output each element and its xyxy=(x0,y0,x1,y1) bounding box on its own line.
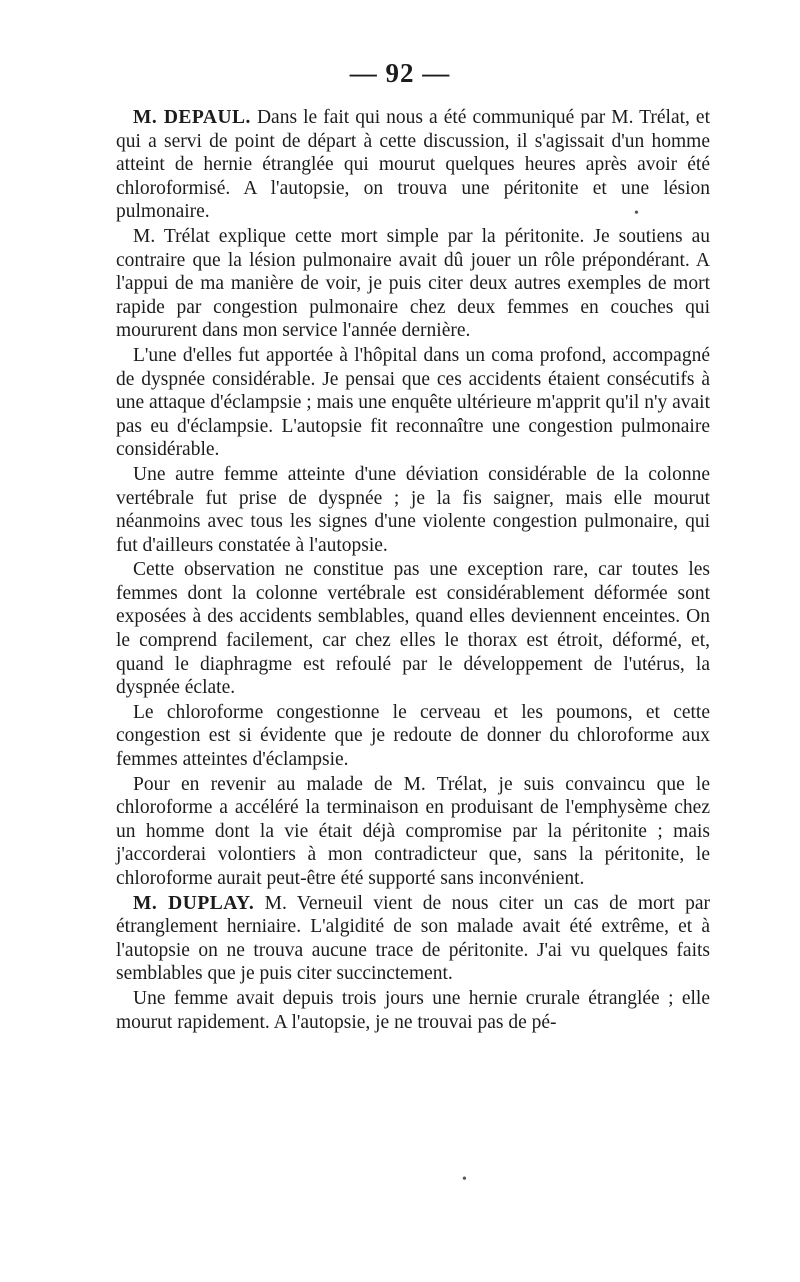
paragraph xyxy=(116,558,710,700)
paragraph xyxy=(116,701,710,772)
speaker-name: M. DEPAUL. xyxy=(133,107,251,128)
paragraph-text: Dans le fait qui nous a été communiqué par M. Trélat, et qui a servi de point de départ à cette discussion, il s'agissait d'un homme atteint de hernie étranglée qui mourut quelques heures après avoir été chloroformisé. A l'autopsie, on trouva une péritonite et une lésion pulmonaire. xyxy=(116,107,710,223)
paragraph-text: Cette observation ne constitue pas une exception rare, car toutes les femmes dont la colonne vertébrale est considérablement déformée sont exposées à des accidents semblables, quand elles deviennent enceintes. On le comprend facilement, car chez elles le thorax est étroit, déformé, et, quand le diaphragme est refoulé par le développement de l'utérus, la dyspnée éclate. xyxy=(116,559,710,699)
paragraph xyxy=(116,106,710,224)
paragraph-text: L'une d'elles fut apportée à l'hôpital dans un coma profond, accompagné de dyspnée considérable. Je pensai que ces accidents étaient consécutifs à une attaque d'éclampsie ; mais une enquête ultérieure m'apprit qu'il n'y avait pas eu d'éclampsie. L'autopsie fit reconnaître une congestion pulmonaire considérable. xyxy=(116,344,710,461)
paragraph-text: Une autre femme atteinte d'une déviation considérable de la colonne vertébrale fut prise de dyspnée ; je la fis saigner, mais elle mourut néanmoins avec tous les signes d'une violente congestion pulmonaire, qui fut d'ailleurs constatée à l'autopsie. xyxy=(116,463,710,556)
paragraph-text: Pour en revenir au malade de M. Trélat, je suis convaincu que le chloroforme a accéléré la terminaison en produisant de l'emphysème chez un homme dont la vie était déjà compromise par la péritonite ; mais j'accorderai volontiers à mon contradicteur que, sans la péritonite, le chloroforme aurait peut-être été supporté sans inconvénient. xyxy=(116,773,710,889)
paragraph xyxy=(116,892,710,986)
paragraph xyxy=(116,773,710,891)
page-number: — 92 — xyxy=(349,58,451,88)
print-speck: • xyxy=(634,206,639,221)
paragraph xyxy=(116,463,710,557)
paragraph-text: M. Verneuil vient de nous citer un cas de mort par étranglement herniaire. L'algidité de son malade avait été extrême, et à l'autopsie on ne trouva aucune trace de péritonite. J'ai vu quelques faits semblables que je puis citer succinctement. xyxy=(116,892,711,985)
paragraph xyxy=(116,225,710,343)
paragraph-text: Le chloroforme congestionne le cerveau et les poumons, et cette congestion est si évidente que je redoute de donner du chloroforme aux femmes atteintes d'éclampsie. xyxy=(116,701,710,771)
paragraph-text: Une femme avait depuis trois jours une hernie crurale étranglée ; elle mourut rapidement. A l'autopsie, je ne trouvai pas de pé- xyxy=(116,987,710,1033)
paragraph-text: M. Trélat explique cette mort simple par la péritonite. Je soutiens au contraire que la lésion pulmonaire avait dû jouer un rôle prépondérant. A l'appui de ma manière de voir, je puis citer deux autres exemples de mort rapide par congestion pulmonaire chez deux femmes en couches qui moururent dans mon service l'année dernière. xyxy=(116,225,710,342)
speaker-name: M. DUPLAY. xyxy=(133,892,255,914)
page-body xyxy=(116,106,710,1035)
paragraph xyxy=(116,987,710,1034)
paragraph xyxy=(116,344,710,462)
print-speck: • xyxy=(462,1172,467,1187)
